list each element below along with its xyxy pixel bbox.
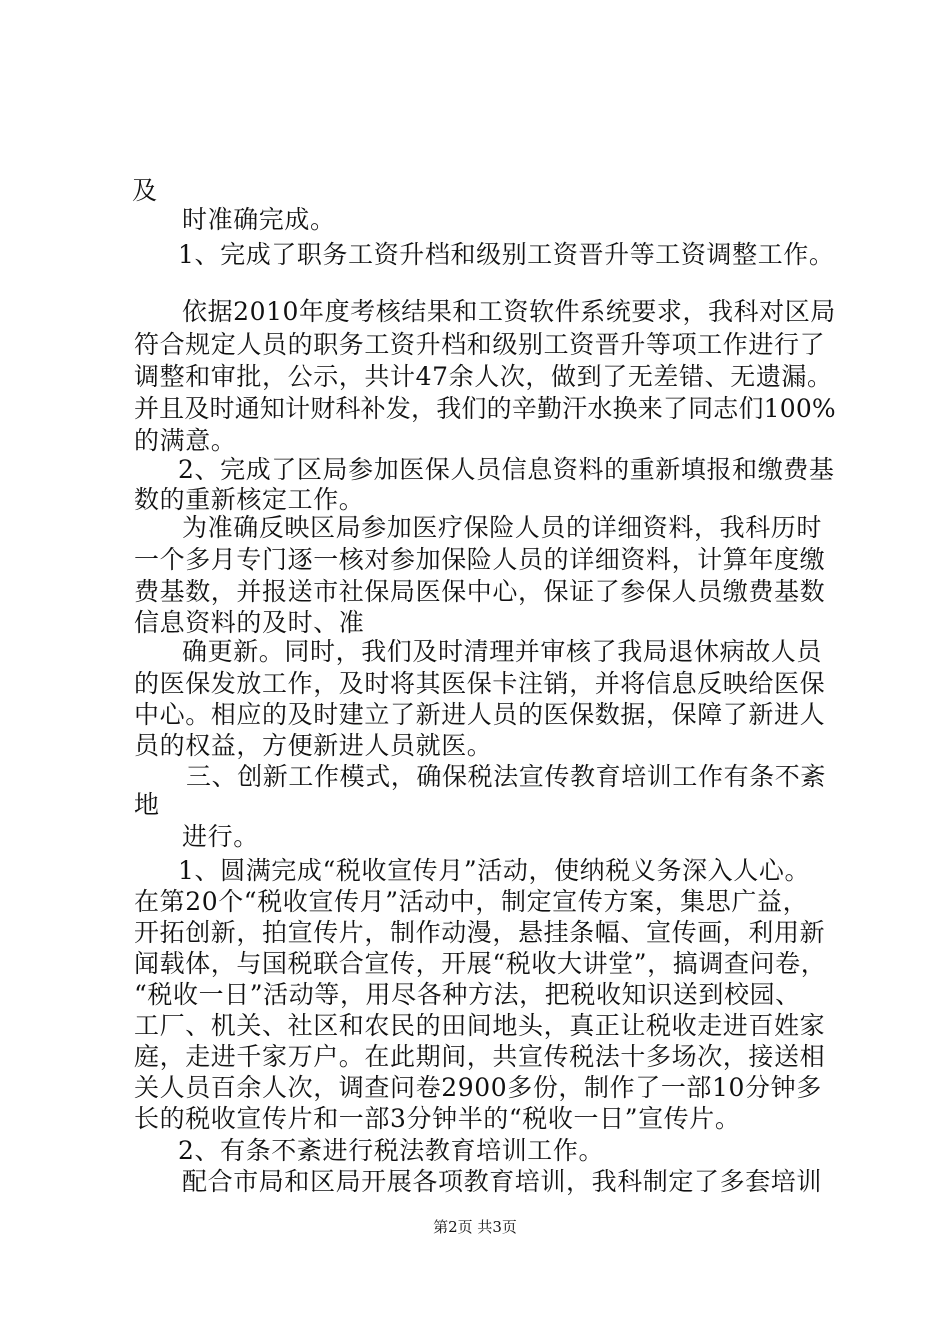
text-line: 中心。相应的及时建立了新进人员的医保数据，保障了新进人 [134, 700, 826, 729]
text-line: 信息资料的及时、准 [134, 608, 365, 637]
text-line: 时准确完成。 [182, 205, 336, 234]
text-line: 闻载体，与国税联合宣传，开展“税收大讲堂”，搞调查问卷， [134, 949, 827, 978]
text-line: 数的重新核定工作。 [134, 485, 365, 514]
text-line: 进行。 [182, 822, 259, 851]
text-line: 在第20个“税收宣传月”活动中，制定宣传方案，集思广益， [134, 887, 809, 916]
text-line: 一个多月专门逐一核对参加保险人员的详细资料，计算年度缴 [134, 545, 826, 574]
text-line: “税收一日”活动等，用尽各种方法，把税收知识送到校园、 [134, 980, 801, 1009]
section-heading: 三、创新工作模式，确保税法宣传教育培训工作有条不紊 [186, 762, 827, 791]
text-line: 确更新。同时，我们及时清理并审核了我局退休病故人员 [182, 637, 823, 666]
text-line: 1、圆满完成“税收宣传月”活动，使纳税义务深入人心。 [178, 856, 811, 885]
page-number-footer: 第2页 共3页 [433, 1218, 517, 1236]
text-line: 1、完成了职务工资升档和级别工资晋升等工资调整工作。 [178, 240, 835, 269]
text-line: 开拓创新，拍宣传片，制作动漫，悬挂条幅、宣传画，利用新 [134, 918, 826, 947]
text-line: 2、有条不紊进行税法教育培训工作。 [178, 1136, 605, 1165]
text-line: 关人员百余人次，调查问卷2900多份，制作了一部10分钟多 [134, 1073, 822, 1102]
text-line: 长的税收宣传片和一部3分钟半的“税收一日”宣传片。 [134, 1104, 741, 1133]
text-line: 地 [134, 790, 160, 819]
text-line: 依据2010年度考核结果和工资软件系统要求，我科对区局 [182, 297, 836, 326]
text-line: 调整和审批，公示，共计47余人次，做到了无差错、无遗漏。 [134, 362, 833, 391]
text-line: 及 [132, 176, 158, 205]
text-line: 的医保发放工作，及时将其医保卡注销，并将信息反映给医保 [134, 669, 826, 698]
text-line: 的满意。 [134, 426, 237, 455]
text-line: 为准确反映区局参加医疗保险人员的详细资料，我科历时 [182, 513, 823, 542]
text-line: 2、完成了区局参加医保人员信息资料的重新填报和缴费基 [178, 455, 835, 484]
text-line: 庭，走进千家万户。在此期间，共宣传税法十多场次，接送相 [134, 1042, 826, 1071]
text-line: 符合规定人员的职务工资升档和级别工资晋升等项工作进行了 [134, 330, 826, 359]
text-line: 配合市局和区局开展各项教育培训，我科制定了多套培训 [182, 1167, 823, 1196]
text-line: 费基数，并报送市社保局医保中心，保证了参保人员缴费基数 [134, 577, 826, 606]
text-line: 工厂、机关、社区和农民的田间地头，真正让税收走进百姓家 [134, 1011, 826, 1040]
text-line: 员的权益，方便新进人员就医。 [134, 731, 493, 760]
text-line: 并且及时通知计财科补发，我们的辛勤汗水换来了同志们100% [134, 394, 836, 423]
